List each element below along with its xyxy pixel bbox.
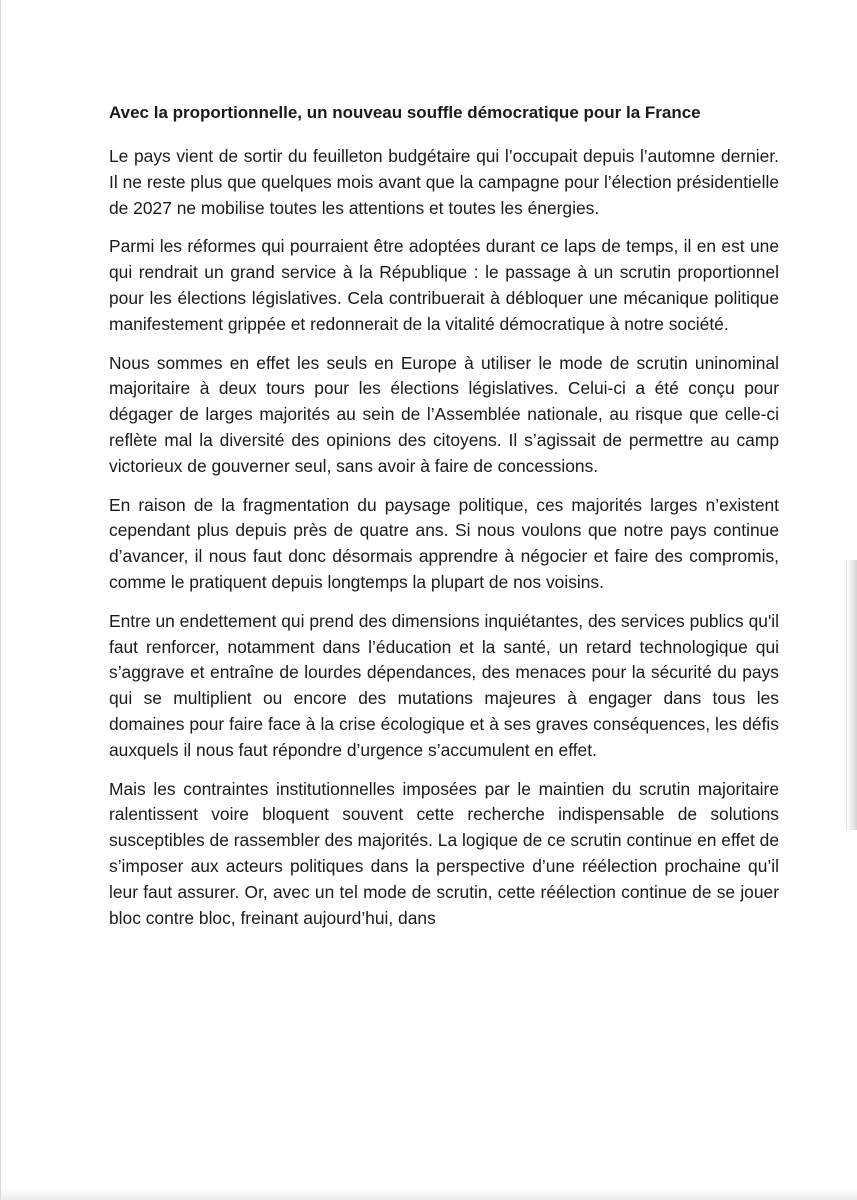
paragraph-3: Nous sommes en effet les seuls en Europe à utiliser le mode de scrutin uninominal majoritaire à deux tours pour les élections législatives. Celui-ci a été conçu pour dégager de larges majorités au sein de l’Assemblée nationale, au risque que celle-ci reflète mal la diversité des opinions des citoyens. Il s’agissait de permettre au camp victorieux de gouverner seul, sans avoir à faire de concessions. xyxy=(109,352,779,476)
paragraph-4: En raison de la fragmentation du paysage politique, ces majorités larges n’existent cependant plus depuis près de quatre ans. Si nous voulons que notre pays continue d’avancer, il nous faut donc désormais apprendre à négocier et faire des compromis, comme le pratiquent depuis longtemps la plupart de nos voisins. xyxy=(109,494,779,592)
paragraph-1: Le pays vient de sortir du feuilleton budgétaire qui l’occupait depuis l’automne dernier. Il ne reste plus que quelques mois avant que la campagne pour l’élection présidentielle de 2027 ne mobilise toutes les attentions et toutes les énergies. xyxy=(109,146,779,218)
paragraph-6: Mais les contraintes institutionnelles imposées par le maintien du scrutin majoritaire ralentissent voire bloquent souvent cette recherche indispensable de solutions susceptibles de rassembler des majorités. La logique de ce scrutin continue en effet de s’imposer aux acteurs politiques dans la perspective d’une réélection prochaine qu’il leur faut assurer. Or, avec un tel mode de scrutin, cette réélection continue de se jouer bloc contre bloc, freinant aujourd’hui, dans xyxy=(109,778,779,928)
page-bottom-edge xyxy=(1,1188,857,1200)
next-page-edge xyxy=(846,560,857,830)
document-title: Avec la proportionnelle, un nouveau souffle démocratique pour la France xyxy=(109,103,701,122)
paragraph-5: Entre un endettement qui prend des dimensions inquiétantes, des services publics qu'il faut renforcer, notamment dans l’éducation et la santé, un retard technologique qui s’aggrave et entraîne de lourdes dépendances, des menaces pour la sécurité du pays qui se multiplient ou encore des mutations majeures à engager dans tous les domaines pour faire face à la crise écologique et à ses graves conséquences, les défis auxquels il nous faut répondre d’urgence s’accumulent en effet. xyxy=(109,610,779,760)
document-body xyxy=(109,100,779,944)
paragraph-2: Parmi les réformes qui pourraient être adoptées durant ce laps de temps, il en est une qui rendrait un grand service à la République : le passage à un scrutin proportionnel pour les élections législatives. Cela contribuerait à débloquer une mécanique politique manifestement grippée et redonnerait de la vitalité démocratique à notre société. xyxy=(109,236,779,334)
